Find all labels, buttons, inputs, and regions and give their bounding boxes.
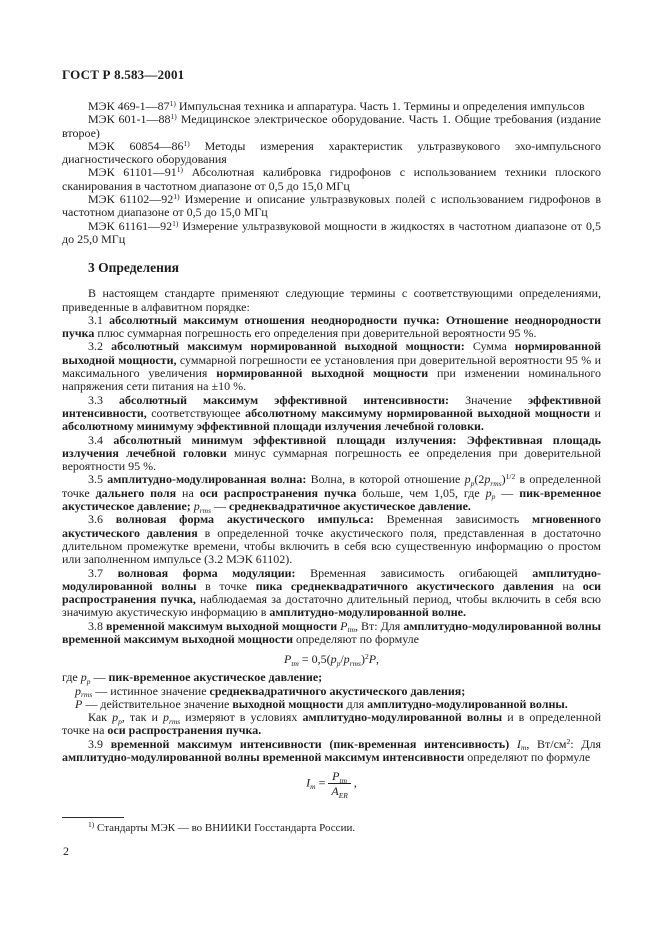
body-text: 3.5 bbox=[88, 472, 108, 487]
term-text: пик-временное акустическое давление; bbox=[108, 670, 323, 685]
body-text: 1) bbox=[88, 820, 95, 829]
body-text: — bbox=[90, 670, 109, 685]
body-text: МЭК 61102—92 bbox=[88, 192, 174, 207]
body-text: I bbox=[306, 775, 311, 790]
body-text: больше, чем 1,05, где bbox=[356, 485, 486, 500]
body-text: p bbox=[80, 670, 87, 685]
term-text: временной максимум интенсивности (пик-временная интенсивность) bbox=[110, 736, 517, 751]
body-text: ) bbox=[501, 472, 506, 487]
term-text: пик-временное акустическое давление; bbox=[62, 485, 602, 514]
paragraph bbox=[62, 113, 601, 140]
body-text: суммарной погрешности ее установления при доверительной вероятности 95 % и максимального увеличения bbox=[62, 352, 602, 381]
body-text: I bbox=[516, 736, 521, 751]
body-text: m bbox=[520, 743, 527, 753]
term-text: оси распространения пучка bbox=[199, 485, 357, 500]
term-text: нормированной выходной мощности bbox=[216, 366, 429, 381]
term-text: амплитудно-модулированной волне. bbox=[269, 605, 466, 620]
body-text: 1/2 bbox=[505, 472, 516, 482]
body-text: p bbox=[75, 683, 81, 698]
term-text: абсолютный минимум эффективной площади излучения: bbox=[113, 432, 457, 447]
body-text: = 0,5( bbox=[298, 652, 331, 667]
body-text: в точке bbox=[196, 578, 256, 593]
page-number: 2 bbox=[63, 844, 69, 858]
body-text: в определенной точке акустического поля, представленная в достаточно длительном промежутке времени, чтобы включить в себя всю существенную информацию о простом или заполненном импульсе (3.2 МЭК 61102). bbox=[62, 525, 601, 567]
term-text: временной максимум интенсивности bbox=[262, 750, 465, 765]
body-text: p bbox=[491, 492, 496, 502]
paragraph bbox=[62, 340, 601, 393]
body-text: Медицинское электрическое оборудование. Часть 1. Общие требования (издание второе) bbox=[62, 112, 601, 140]
body-text: Методы измерения характеристик ультразвукового эхо-импульсного диагностического оборудования bbox=[62, 138, 601, 167]
body-text: p bbox=[485, 485, 492, 500]
body-text: ) bbox=[360, 652, 365, 667]
body-text: , так и bbox=[121, 710, 163, 725]
term-text: среднеквадратичного акустического давления; bbox=[209, 683, 466, 698]
body-text: A bbox=[331, 784, 339, 799]
body-text: 1) bbox=[170, 112, 177, 122]
body-text: p bbox=[162, 710, 169, 725]
body-text: p bbox=[193, 499, 200, 514]
paragraph bbox=[62, 567, 601, 620]
body-text: где bbox=[62, 670, 81, 685]
body-text: МЭК 61161—92 bbox=[88, 218, 173, 233]
body-text: P bbox=[368, 652, 377, 667]
body-text: В настоящем стандарте применяют следующие термины с соответствующими определениями, приведенные в алфавитном порядке: bbox=[62, 286, 601, 314]
body-text: 3.4 bbox=[88, 432, 114, 447]
section-heading bbox=[62, 260, 601, 275]
body-text: Значение bbox=[449, 392, 528, 407]
body-text: минус суммарная погрешность ее определения при доверительной вероятности 95 %. bbox=[62, 445, 601, 474]
body-text bbox=[456, 433, 466, 447]
paragraph bbox=[62, 711, 601, 738]
body-text: 1) bbox=[172, 218, 179, 228]
term-text: амплитудно-модулированной волны bbox=[62, 750, 260, 765]
paragraph bbox=[62, 140, 601, 167]
body-text: Стандарты МЭК — во ВНИИКИ Госстандарта России. bbox=[94, 822, 356, 834]
paragraph bbox=[62, 314, 601, 341]
body-text: p bbox=[464, 472, 471, 487]
body-text: 2 bbox=[364, 652, 369, 662]
body-text: — истинное значение bbox=[92, 683, 210, 698]
term-text: амплитудно-модулированной волны. bbox=[367, 696, 568, 711]
footnote-area bbox=[62, 817, 601, 835]
paragraph bbox=[62, 100, 601, 113]
body-text: p bbox=[484, 472, 491, 487]
term-text: дальнего поля bbox=[95, 485, 177, 500]
body-text: ER bbox=[338, 790, 348, 800]
body-text: МЭК 601-1—88 bbox=[88, 112, 171, 127]
body-text: tm bbox=[347, 625, 355, 635]
body-text: МЭК 60854—86 bbox=[88, 138, 184, 153]
paragraph bbox=[62, 394, 601, 434]
running-header: ГОСТ Р 8.583—2001 bbox=[62, 67, 185, 82]
body-text: , bbox=[376, 652, 380, 667]
body-text: / bbox=[340, 652, 344, 667]
term-text: 3 Определения bbox=[88, 260, 179, 276]
body-text: 3.9 bbox=[88, 736, 111, 751]
body-text: m bbox=[310, 782, 316, 792]
body-text: tm bbox=[291, 658, 299, 668]
body-text: наблюдаемая за достаточно длительный период, чтобы включить в себя всю значимую акустическую информацию в bbox=[62, 592, 601, 620]
body-text: , bbox=[350, 775, 357, 790]
body-text: 1) bbox=[169, 99, 176, 108]
term-text: мгновенного акустического давления bbox=[62, 512, 602, 540]
term-text: среднеквадратичное акустическое давление. bbox=[229, 499, 471, 514]
term-text: волновая форма акустического импульса: bbox=[115, 512, 374, 527]
term-text: нормированной выходной мощности, bbox=[62, 339, 601, 367]
body-text: p bbox=[336, 658, 341, 668]
paragraph bbox=[62, 685, 601, 698]
body-text: на bbox=[553, 578, 583, 593]
fraction bbox=[328, 769, 351, 800]
body-text: и bbox=[590, 405, 601, 420]
term-text: оси распространения пучка, bbox=[62, 578, 601, 607]
body-text: rms bbox=[168, 716, 181, 726]
body-text: — bbox=[211, 499, 230, 514]
body-text: определяют по формуле bbox=[293, 631, 419, 646]
term-text: амплитудно-модулированной волны bbox=[403, 618, 602, 633]
body-text: для bbox=[343, 696, 368, 711]
term-text: амплитудно-модулированная волна: bbox=[107, 472, 307, 487]
paragraph bbox=[62, 620, 601, 647]
body-text: P bbox=[283, 652, 292, 667]
body-text: — bbox=[495, 485, 520, 500]
body-text: — действительное значение bbox=[82, 696, 233, 711]
term-text: абсолютный максимум эффективной интенсивности: bbox=[119, 392, 450, 407]
body-text: p bbox=[112, 710, 119, 725]
term-text: амплитудно-модулированной волны bbox=[62, 565, 601, 593]
body-text: Сумма bbox=[464, 339, 515, 354]
body-text: МЭК 61101—91 bbox=[88, 165, 177, 180]
body-text: p bbox=[470, 478, 475, 488]
body-text: в определенной точке bbox=[62, 472, 602, 500]
body-text: соответствующее bbox=[146, 405, 246, 420]
paragraph bbox=[62, 513, 601, 566]
paragraph bbox=[62, 220, 601, 247]
body-text: P bbox=[332, 769, 340, 784]
body-text: rms bbox=[199, 505, 212, 515]
term-text: временной максимум выходной мощности bbox=[62, 631, 293, 646]
term-text: оси распространения пучка. bbox=[107, 723, 262, 738]
body-text: 3.3 bbox=[88, 392, 120, 407]
paragraph bbox=[62, 473, 601, 513]
body-text: 1) bbox=[176, 165, 184, 175]
term-text: абсолютному минимуму эффективной площади излучения лечебной головки. bbox=[62, 419, 484, 434]
term-text: временной максимум выходной мощности bbox=[106, 618, 341, 633]
body-text: P bbox=[75, 696, 83, 711]
body-text: МЭК 469-1—87 bbox=[88, 99, 170, 113]
body-text: tm bbox=[339, 775, 348, 785]
body-text: rms bbox=[490, 478, 502, 488]
body-text: , Вт: Для bbox=[354, 618, 404, 633]
term-text: Эффективная площадь излучения лечебной головки bbox=[62, 432, 601, 460]
body-text: 2 bbox=[566, 736, 571, 746]
term-text: выходной мощности bbox=[232, 696, 344, 711]
term-text: волновая форма модуляции: bbox=[117, 565, 296, 580]
body-text: плюс суммарная погрешность его определения при доверительной вероятности 95 %. bbox=[94, 326, 537, 341]
body-text: Измерение и описание ультразвуковых полей с использованием гидрофонов в частотном диапазоне от 0,5 до 15,0 МГц bbox=[62, 192, 601, 220]
formula bbox=[62, 652, 601, 666]
body-text: 1) bbox=[173, 192, 180, 202]
body-text: p bbox=[118, 716, 122, 726]
body-text: : Для bbox=[570, 736, 601, 751]
body-text: 3.8 bbox=[88, 618, 107, 633]
term-text: абсолютный максимум отношения неоднородности пучка: Отношение неоднородности пучка bbox=[62, 312, 602, 341]
body-text: rms bbox=[349, 658, 361, 668]
body-text: 3.1 bbox=[88, 312, 110, 327]
body-text: p bbox=[86, 676, 91, 686]
footnote-text bbox=[62, 822, 601, 835]
body-text: p bbox=[330, 652, 337, 667]
body-text: (2 bbox=[474, 472, 485, 487]
paragraph bbox=[62, 434, 601, 474]
paragraph bbox=[62, 287, 601, 314]
body-text: измеряют в условиях bbox=[180, 710, 303, 725]
body-text: 1) bbox=[183, 138, 190, 148]
body-text: при изменении номинального напряжения сети питания на ±10 %. bbox=[62, 366, 601, 394]
body-text: Временная зависимость bbox=[373, 512, 532, 527]
body-text: 3.2 bbox=[88, 339, 112, 354]
term-text: амплитудно-модулированной волны bbox=[302, 710, 503, 725]
body-text: 3.7 bbox=[88, 565, 118, 580]
body-text: Измерение ультразвуковой мощности в жидкостях в частотном диапазоне от 0,5 до 25,0 МГц bbox=[62, 218, 602, 246]
paragraph bbox=[62, 166, 601, 193]
body-text: Как bbox=[88, 710, 113, 725]
body-text: Абсолютная калибровка гидрофонов с использованием техники плоского сканирования в частотном диапазоне от 0,5 до 15,0 МГц bbox=[62, 165, 602, 193]
fraction-numerator bbox=[328, 770, 351, 784]
body-text: rms bbox=[81, 690, 93, 700]
body-text: Волна, в которой отношение bbox=[306, 472, 465, 487]
body-text: = bbox=[315, 775, 329, 790]
term-text: абсолютный максимум нормированной выходной мощности: bbox=[111, 339, 465, 354]
body-text: Временная зависимость огибающей bbox=[295, 565, 533, 580]
footnote-rule bbox=[62, 817, 124, 818]
term-text: абсолютному максимуму нормированной выходной мощности bbox=[245, 405, 591, 420]
body-text: определяют по формуле bbox=[464, 750, 591, 765]
body-text: P bbox=[340, 618, 348, 633]
formula bbox=[62, 769, 601, 800]
body-text: , Вт/см bbox=[526, 736, 567, 751]
body-text: Импульсная техника и аппаратура. Часть 1. Термины и определения импульсов bbox=[175, 99, 585, 113]
body-text: и в определенной точке на bbox=[62, 710, 601, 738]
paragraph bbox=[62, 671, 601, 684]
fraction-denominator bbox=[328, 784, 351, 800]
document-body bbox=[62, 99, 602, 800]
term-text: эффективной интенсивности, bbox=[62, 392, 602, 420]
paragraph bbox=[62, 193, 601, 220]
body-text: 3.6 bbox=[88, 512, 116, 527]
term-text: пика среднеквадратичного акустического давления bbox=[255, 578, 554, 593]
body-text: p bbox=[343, 652, 350, 667]
body-text: на bbox=[176, 485, 200, 500]
paragraph bbox=[62, 738, 601, 765]
paragraph bbox=[62, 698, 601, 711]
